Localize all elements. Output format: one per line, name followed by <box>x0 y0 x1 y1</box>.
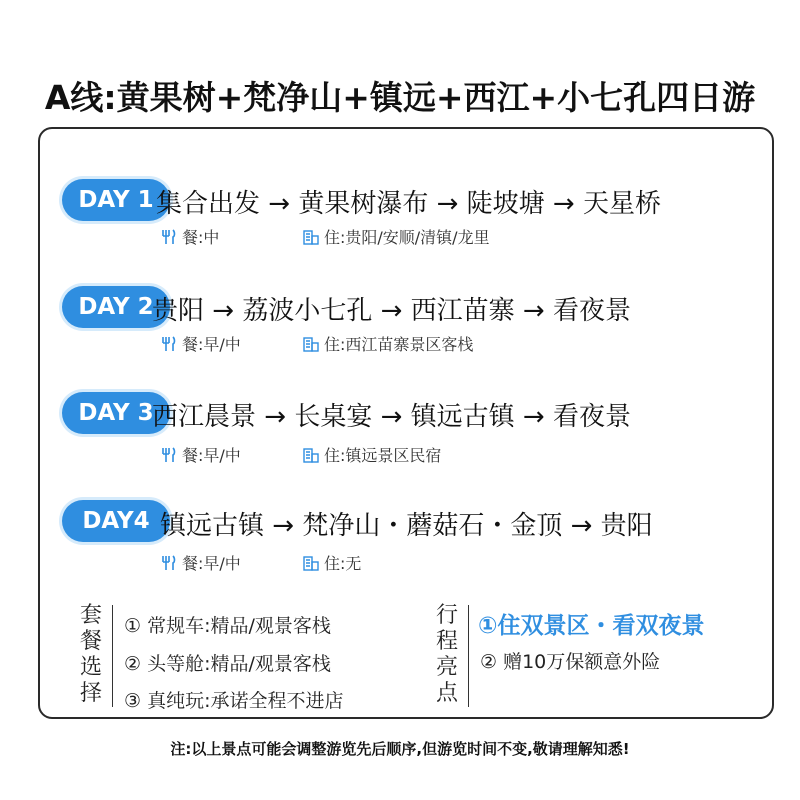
building-icon <box>302 554 320 572</box>
stay-text: 住:镇远景区民宿 <box>324 446 442 465</box>
day-route-3: 西江晨景 → 长桌宴 → 镇远古镇 → 看夜景 <box>152 402 631 432</box>
day-meal-1 <box>160 225 219 248</box>
day-meal-2 <box>160 332 241 355</box>
day-badge-4: DAY4 <box>62 500 170 542</box>
highlights-divider <box>468 605 469 707</box>
day-badge-2: DAY 2 <box>62 286 170 328</box>
package-option-1: ① 常规车:精品/观景客栈 <box>124 615 331 637</box>
day-stay-2 <box>302 332 473 355</box>
highlight-item-2: ② 赠10万保额意外险 <box>480 651 661 673</box>
building-icon <box>302 228 320 246</box>
stay-text: 住:西江苗寨景区客栈 <box>324 335 474 354</box>
package-option-3: ③ 真纯玩:承诺全程不进店 <box>124 690 344 712</box>
building-icon <box>302 446 320 464</box>
day-badge-1: DAY 1 <box>62 179 170 221</box>
meal-text: 餐:早/中 <box>182 554 241 573</box>
day-meal-3 <box>160 443 241 466</box>
page-title: A线:黄果树+梵净山+镇远+西江+小七孔四日游 <box>44 78 756 117</box>
building-icon <box>302 335 320 353</box>
day-stay-3 <box>302 443 441 466</box>
utensils-icon <box>160 554 178 572</box>
utensils-icon <box>160 446 178 464</box>
day-route-4: 镇远古镇 → 梵净山・蘑菇石・金顶 → 贵阳 <box>160 511 653 541</box>
stay-text: 住:无 <box>324 554 362 573</box>
stay-text: 住:贵阳/安顺/清镇/龙里 <box>324 228 490 247</box>
footer-note: 注:以上景点可能会调整游览先后顺序,但游览时间不变,敬请理解知悉! <box>170 740 630 758</box>
meal-text: 餐:中 <box>182 228 220 247</box>
package-label: 套 餐 选 择 <box>79 603 102 706</box>
package-option-2: ② 头等舱:精品/观景客栈 <box>124 653 331 675</box>
meal-text: 餐:早/中 <box>182 446 241 465</box>
day-route-2: 贵阳 → 荔波小七孔 → 西江苗寨 → 看夜景 <box>152 296 631 326</box>
day-stay-1 <box>302 225 490 248</box>
day-meal-4 <box>160 551 241 574</box>
day-badge-3: DAY 3 <box>62 392 170 434</box>
day-route-1: 集合出发 → 黄果树瀑布 → 陡坡塘 → 天星桥 <box>156 189 661 219</box>
day-stay-4 <box>302 551 361 574</box>
utensils-icon <box>160 228 178 246</box>
highlights-label: 行 程 亮 点 <box>435 603 458 706</box>
meal-text: 餐:早/中 <box>182 335 241 354</box>
itinerary-panel <box>38 127 774 719</box>
highlight-item-1: ①住双景区・看双夜景 <box>478 613 705 639</box>
utensils-icon <box>160 335 178 353</box>
package-divider <box>112 605 113 707</box>
